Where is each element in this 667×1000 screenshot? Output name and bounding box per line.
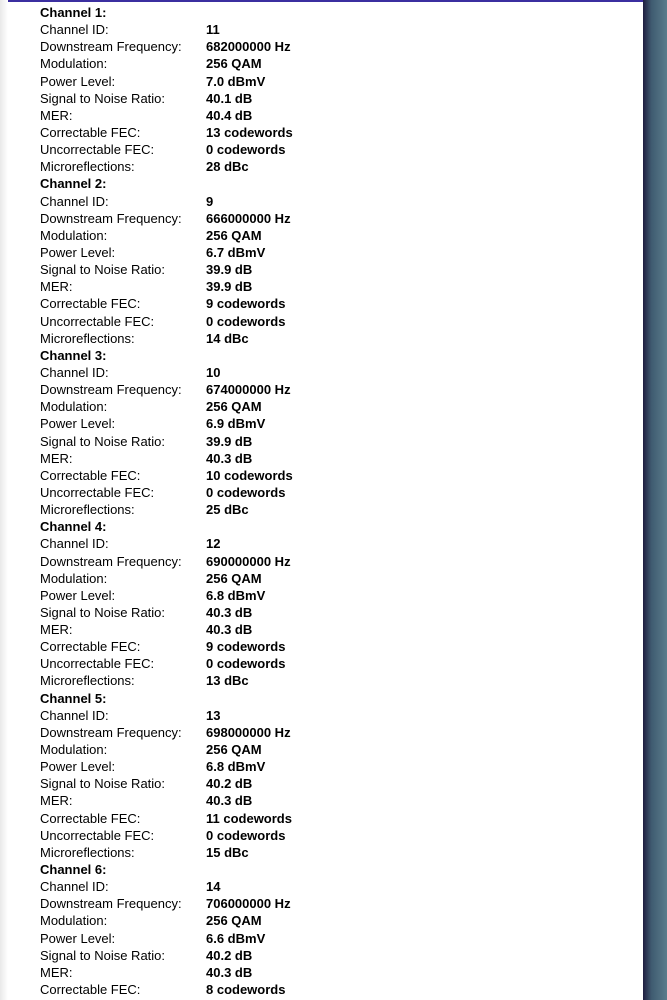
field-label: Uncorrectable FEC: — [40, 142, 155, 158]
field-value: 40.2 dB — [206, 947, 253, 963]
channel-title: Channel 3: — [40, 347, 107, 363]
field-label: Power Level: — [40, 759, 116, 775]
channel-title: Channel 4: — [40, 519, 107, 535]
channel-row-mer — [40, 107, 630, 124]
field-label: Microreflections: — [40, 673, 135, 689]
channel-row-uncorrectable-fec — [40, 313, 630, 330]
field-value: 14 dBc — [206, 330, 249, 346]
channel-row-power-level — [40, 73, 630, 90]
channel-row-snr — [40, 947, 630, 964]
channel-row-channel-id — [40, 21, 630, 38]
channel-row-mer — [40, 278, 630, 295]
field-value: 13 codewords — [206, 124, 293, 140]
channel-row-snr — [40, 775, 630, 792]
channel-row-correctable-fec — [40, 981, 630, 998]
field-value: 0 codewords — [206, 142, 286, 158]
field-value: 698000000 Hz — [206, 724, 291, 740]
field-label: Modulation: — [40, 227, 108, 243]
channel-block — [40, 861, 630, 998]
channel-row-correctable-fec — [40, 467, 630, 484]
field-label: Uncorrectable FEC: — [40, 313, 155, 329]
channel-row-power-level — [40, 587, 630, 604]
field-label: Channel ID: — [40, 536, 109, 552]
channel-row-correctable-fec — [40, 295, 630, 312]
field-value: 13 — [206, 707, 221, 723]
channel-row-power-level — [40, 415, 630, 432]
channel-row-channel-id — [40, 193, 630, 210]
field-label: Modulation: — [40, 56, 108, 72]
field-label: Correctable FEC: — [40, 467, 141, 483]
channel-row-uncorrectable-fec — [40, 827, 630, 844]
field-value: 6.8 dBmV — [206, 759, 266, 775]
channel-row-microreflections — [40, 672, 630, 689]
channel-title: Channel 6: — [40, 862, 107, 878]
field-label: Downstream Frequency: — [40, 39, 182, 55]
field-label: Microreflections: — [40, 844, 135, 860]
field-value: 0 codewords — [206, 313, 286, 329]
field-label: Modulation: — [40, 742, 108, 758]
field-value: 40.3 dB — [206, 450, 253, 466]
field-label: Correctable FEC: — [40, 296, 141, 312]
page-shadow — [643, 0, 667, 1000]
field-value: 6.8 dBmV — [206, 587, 266, 603]
channel-row-power-level — [40, 244, 630, 261]
channel-row-microreflections — [40, 844, 630, 861]
field-label: MER: — [40, 450, 73, 466]
field-label: Downstream Frequency: — [40, 724, 182, 740]
channel-row-channel-id — [40, 878, 630, 895]
field-label: Power Level: — [40, 244, 116, 260]
channel-title: Channel 5: — [40, 690, 107, 706]
field-label: Channel ID: — [40, 193, 109, 209]
left-edge — [0, 0, 8, 1000]
channel-row-snr — [40, 604, 630, 621]
field-label: Power Level: — [40, 416, 116, 432]
field-value: 6.7 dBmV — [206, 244, 266, 260]
channel-row-modulation — [40, 741, 630, 758]
channel-row-correctable-fec — [40, 638, 630, 655]
field-label: Channel ID: — [40, 22, 109, 38]
field-value: 40.3 dB — [206, 793, 253, 809]
field-label: Microreflections: — [40, 159, 135, 175]
channel-row-uncorrectable-fec — [40, 484, 630, 501]
field-label: Signal to Noise Ratio: — [40, 433, 166, 449]
field-value: 666000000 Hz — [206, 210, 291, 226]
field-label: Correctable FEC: — [40, 639, 141, 655]
field-value: 10 — [206, 364, 221, 380]
field-value: 39.9 dB — [206, 433, 253, 449]
field-value: 256 QAM — [206, 742, 262, 758]
channel-row-microreflections — [40, 330, 630, 347]
field-value: 40.2 dB — [206, 776, 253, 792]
field-label: Power Level: — [40, 587, 116, 603]
field-label: Signal to Noise Ratio: — [40, 604, 166, 620]
field-value: 11 codewords — [206, 810, 292, 826]
field-value: 40.3 dB — [206, 604, 253, 620]
field-label: Signal to Noise Ratio: — [40, 947, 166, 963]
field-label: Downstream Frequency: — [40, 382, 182, 398]
field-value: 9 — [206, 193, 214, 209]
channel-row-snr — [40, 90, 630, 107]
channel-row-snr — [40, 433, 630, 450]
field-label: Uncorrectable FEC: — [40, 484, 155, 500]
channel-row-power-level — [40, 758, 630, 775]
field-label: Correctable FEC: — [40, 810, 141, 826]
field-value: 9 codewords — [206, 296, 286, 312]
field-label: MER: — [40, 793, 73, 809]
channel-row-channel-id — [40, 535, 630, 552]
field-label: Channel ID: — [40, 364, 109, 380]
channel-title: Channel 1: — [40, 5, 107, 20]
field-label: MER: — [40, 107, 73, 123]
channel-row-mer — [40, 621, 630, 638]
channel-row-microreflections — [40, 501, 630, 518]
field-label: Modulation: — [40, 399, 108, 415]
channel-row-mer — [40, 450, 630, 467]
field-value: 39.9 dB — [206, 262, 253, 278]
field-label: Channel ID: — [40, 707, 109, 723]
channel-row-modulation — [40, 912, 630, 929]
field-value: 10 codewords — [206, 467, 293, 483]
field-value: 674000000 Hz — [206, 382, 291, 398]
field-label: MER: — [40, 964, 73, 980]
field-value: 256 QAM — [206, 227, 262, 243]
field-label: Uncorrectable FEC: — [40, 656, 155, 672]
field-label: Downstream Frequency: — [40, 210, 182, 226]
channel-row-downstream-frequency — [40, 38, 630, 55]
field-value: 256 QAM — [206, 399, 262, 415]
channel-row-mer — [40, 964, 630, 981]
channel-row-uncorrectable-fec — [40, 141, 630, 158]
field-label: Modulation: — [40, 570, 108, 586]
field-label: Microreflections: — [40, 502, 135, 518]
field-value: 40.3 dB — [206, 964, 253, 980]
channel-row-uncorrectable-fec — [40, 655, 630, 672]
field-value: 25 dBc — [206, 502, 249, 518]
channel-block — [40, 175, 630, 346]
field-label: Channel ID: — [40, 879, 109, 895]
field-value: 12 — [206, 536, 221, 552]
field-value: 0 codewords — [206, 827, 286, 843]
field-value: 6.9 dBmV — [206, 416, 266, 432]
field-label: MER: — [40, 279, 73, 295]
channel-block — [40, 347, 630, 518]
field-value: 11 — [206, 22, 220, 38]
field-label: Downstream Frequency: — [40, 553, 182, 569]
field-label: Signal to Noise Ratio: — [40, 776, 166, 792]
field-label: Signal to Noise Ratio: — [40, 262, 166, 278]
channel-row-modulation — [40, 227, 630, 244]
channel-row-modulation — [40, 570, 630, 587]
channel-row-mer — [40, 792, 630, 809]
field-value: 40.4 dB — [206, 107, 253, 123]
channel-title: Channel 2: — [40, 176, 107, 192]
channel-row-downstream-frequency — [40, 210, 630, 227]
channel-row-modulation — [40, 55, 630, 72]
channel-row-snr — [40, 261, 630, 278]
field-value: 9 codewords — [206, 639, 286, 655]
field-value: 7.0 dBmV — [206, 73, 266, 89]
field-value: 8 codewords — [206, 982, 286, 998]
field-value: 15 dBc — [206, 844, 249, 860]
field-label: Power Level: — [40, 73, 116, 89]
field-label: Signal to Noise Ratio: — [40, 90, 166, 106]
field-value: 256 QAM — [206, 56, 262, 72]
field-value: 706000000 Hz — [206, 896, 291, 912]
field-label: Correctable FEC: — [40, 982, 141, 998]
field-value: 28 dBc — [206, 159, 249, 175]
channel-row-correctable-fec — [40, 124, 630, 141]
field-value: 690000000 Hz — [206, 553, 291, 569]
field-value: 14 — [206, 879, 221, 895]
channel-row-downstream-frequency — [40, 553, 630, 570]
channel-row-power-level — [40, 930, 630, 947]
field-value: 40.1 dB — [206, 90, 253, 106]
channel-block — [40, 690, 630, 861]
field-label: Correctable FEC: — [40, 124, 141, 140]
top-border — [0, 0, 645, 2]
field-value: 13 dBc — [206, 673, 249, 689]
field-value: 40.3 dB — [206, 622, 253, 638]
channel-row-channel-id — [40, 364, 630, 381]
channel-row-downstream-frequency — [40, 724, 630, 741]
channel-row-channel-id — [40, 707, 630, 724]
field-label: Downstream Frequency: — [40, 896, 182, 912]
field-value: 0 codewords — [206, 656, 286, 672]
channel-row-correctable-fec — [40, 810, 630, 827]
channel-block — [40, 4, 630, 175]
field-value: 682000000 Hz — [206, 39, 291, 55]
field-value: 39.9 dB — [206, 279, 253, 295]
field-label: MER: — [40, 622, 73, 638]
field-label: Microreflections: — [40, 330, 135, 346]
field-label: Modulation: — [40, 913, 108, 929]
field-value: 6.6 dBmV — [206, 930, 266, 946]
channel-block — [40, 518, 630, 689]
field-value: 256 QAM — [206, 570, 262, 586]
channel-row-microreflections — [40, 158, 630, 175]
downstream-channel-list — [40, 4, 630, 998]
field-value: 256 QAM — [206, 913, 262, 929]
field-value: 0 codewords — [206, 484, 286, 500]
field-label: Power Level: — [40, 930, 116, 946]
channel-row-downstream-frequency — [40, 381, 630, 398]
field-label: Uncorrectable FEC: — [40, 827, 155, 843]
channel-row-modulation — [40, 398, 630, 415]
channel-row-downstream-frequency — [40, 895, 630, 912]
